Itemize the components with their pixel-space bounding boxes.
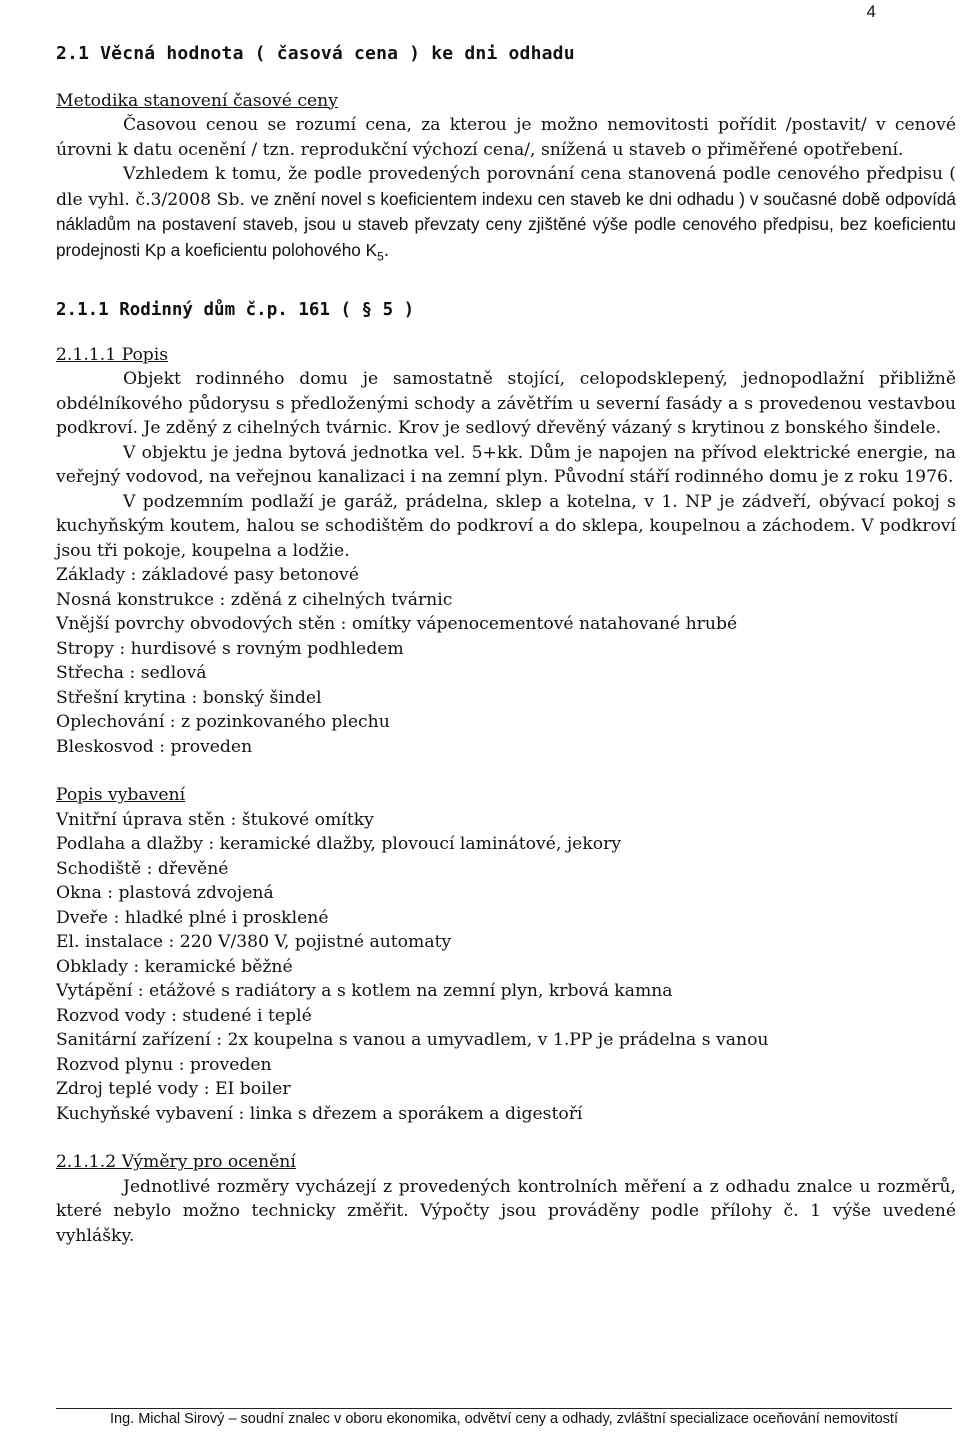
section-title: 2.1 Věcná hodnota ( časová cena ) ke dni odhadu (56, 43, 575, 64)
popis-label: 2.1.1.1 Popis (56, 344, 169, 365)
equipment-item: Rozvod plynu : proveden (56, 1054, 272, 1075)
construction-item: Střešní krytina : bonský šindel (56, 687, 322, 708)
equipment-item: El. instalace : 220 V/380 V, pojistné automaty (56, 932, 452, 953)
construction-list (56, 563, 956, 759)
equipment-label: Popis vybavení (56, 785, 186, 806)
methodology-paragraph-2 (56, 162, 956, 268)
equipment-item: Dveře : hladké plné i prosklené (56, 907, 329, 928)
construction-item: Střecha : sedlová (56, 663, 207, 684)
popis-paragraph-2: V objektu je jedna bytová jednotka vel. 5+kk. Dům je napojen na přívod elektrické energie, na veřejný vodovod, na veřejnou kanalizaci i na zemní plyn. Původní stáří rodinného domu je z roku 1976. (56, 442, 956, 488)
equipment-item: Vnitřní úprava stěn : štukové omítky (56, 809, 374, 830)
methodology-paragraph-1: Časovou cenou se rozumí cena, za kterou je možno nemovitosti pořídit /postavit/ v cenové úrovni k datu ocenění / tzn. reprodukční výchozí cena/, snížená u staveb o přiměřené opotřebení. (56, 115, 956, 160)
methodology-paragraph-2a: Vzhledem k tomu, že podle provedených porovnání cena stanovená podle cenového předpisu ( dle vyhl. č.3/2008 Sb. (56, 164, 956, 210)
equipment-item: Podlaha a dlažby : keramické dlažby, plovoucí laminátové, jekory (56, 834, 622, 855)
house-title: 2.1.1 Rodinný dům č.p. 161 ( § 5 ) (56, 300, 415, 321)
equipment-item: Kuchyňské vybavení : linka s dřezem a sporákem a digestoří (56, 1103, 583, 1124)
equipment-item: Sanitární zařízení : 2x koupelna s vanou a umyvadlem, v 1.PP je prádelna s vanou (56, 1030, 769, 1051)
measures-paragraph: Jednotlivé rozměry vycházejí z provedených kontrolních měření a z odhadu znalce u rozměrů, které nebylo možno technicky změřit. Výpočty jsou prováděny podle přílohy č. 1 výše uvedené vyhlášky. (56, 1176, 956, 1246)
methodology-paragraph-2b: ve znění novel s koeficientem indexu cen staveb ke dni odhadu ) v současné době odpovídá nákladům na postavení staveb, jsou u staveb převzaty ceny zjištěné výše podle cenového předpisu, bez koeficientu prodejnosti Kp a koeficientu polohového K (56, 188, 956, 260)
popis-paragraph-1: Objekt rodinného domu je samostatně stojící, celopodsklepený, jednopodlažní přibližně obdélníkového půdorysu s předloženými schody a závětřím u severní fasády a s provedenou vestavbou podkroví. Je zděný z cihelných tvárnic. Krov je sedlový dřevěný vázaný s krytinou z bonského šindele. (56, 369, 956, 439)
equipment-item: Obklady : keramické běžné (56, 956, 293, 977)
document-body (56, 42, 956, 1248)
measures-label: 2.1.1.2 Výměry pro ocenění (56, 1152, 296, 1173)
construction-item: Bleskosvod : proveden (56, 736, 253, 757)
popis-paragraph-3: V podzemním podlaží je garáž, prádelna, sklep a kotelna, v 1. NP je zádveří, obývací pokoj s kuchyňským koutem, halou se schodištěm do podkroví a do sklepa, koupelnou a záchodem. V podkroví jsou tři pokoje, koupelna a lodžie. (56, 491, 956, 561)
construction-item: Stropy : hurdisové s rovným podhledem (56, 638, 404, 659)
construction-item: Vnější povrchy obvodových stěn : omítky vápenocementové natahované hrubé (56, 614, 738, 635)
equipment-item: Rozvod vody : studené i teplé (56, 1005, 312, 1026)
methodology-label: Metodika stanovení časové ceny (56, 90, 338, 111)
equipment-item: Zdroj teplé vody : EI boiler (56, 1079, 291, 1100)
page-number: 4 (866, 2, 876, 21)
equipment-item: Schodiště : dřevěné (56, 858, 229, 879)
equipment-list (56, 808, 956, 1127)
construction-item: Oplechování : z pozinkovaného plechu (56, 712, 390, 733)
methodology-paragraph-2-end: . (383, 240, 390, 261)
construction-item: Nosná konstrukce : zděná z cihelných tvárnic (56, 589, 453, 610)
page-footer: Ing. Michal Sirový – soudní znalec v oboru ekonomika, odvětví ceny a odhady, zvláštní specializace oceňování nemovitostí (56, 1408, 952, 1427)
equipment-item: Okna : plastová zdvojená (56, 883, 274, 904)
equipment-item: Vytápění : etážové s radiátory a s kotlem na zemní plyn, krbová kamna (56, 981, 673, 1002)
construction-item: Základy : základové pasy betonové (56, 565, 359, 586)
k-subscript: 5 (377, 248, 384, 263)
